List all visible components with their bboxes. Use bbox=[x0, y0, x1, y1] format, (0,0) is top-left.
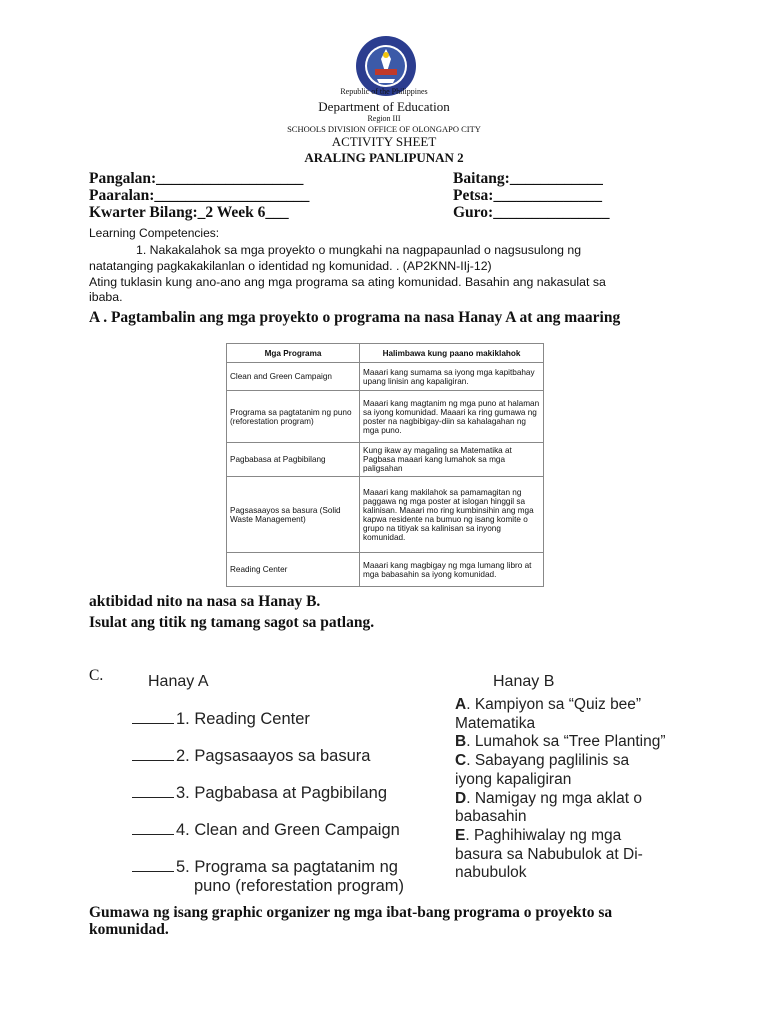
activity-sheet-title: ACTIVITY SHEET bbox=[331, 134, 437, 149]
table-cell: Pagsasaayos sa basura (Solid Waste Management) bbox=[227, 477, 360, 553]
hanay-a-item: 4. Clean and Green Campaign bbox=[132, 820, 400, 840]
table-cell: Clean and Green Campaign bbox=[227, 363, 360, 391]
intro-line-2: ibaba. bbox=[89, 290, 123, 304]
hanay-a-item: 1. Reading Center bbox=[132, 709, 310, 729]
instruction-a: A . Pagtambalin ang mga proyekto o programa na nasa Hanay A at ang maaring bbox=[89, 309, 621, 326]
closing-line-1: Gumawa ng isang graphic organizer ng mga ibat-bang programa o proyekto sa bbox=[89, 904, 613, 921]
hanay-a-title: Hanay A bbox=[148, 673, 209, 690]
hanay-b-item: D. Namigay ng mga aklat o babasahin bbox=[455, 789, 642, 826]
answer-blank[interactable] bbox=[132, 760, 174, 761]
hanay-b-item: A. Kampiyon sa “Quiz bee” Matematika bbox=[455, 696, 642, 732]
paaralan-field: Paaralan:____________________ bbox=[89, 187, 310, 204]
table-cell: Kung ikaw ay magaling sa Matematika at Pagbasa maaari kang lumahok sa mga paligsahan bbox=[360, 443, 544, 477]
hanay-b-item: C. Sabayang paglilinis sa iyong kapaligiran bbox=[455, 752, 630, 788]
hanay-a-item-continuation: puno (reforestation program) bbox=[194, 877, 405, 895]
section-c-label: C. bbox=[89, 667, 104, 684]
hanay-a-item: 3. Pagbabasa at Pagbibilang bbox=[132, 783, 387, 803]
instruction-b-1: aktibidad nito na nasa sa Hanay B. bbox=[89, 593, 321, 610]
instruction-b-2: Isulat ang titik ng tamang sagot sa patlang. bbox=[89, 614, 375, 631]
table-cell: Maaari kang makilahok sa pamamagitan ng paggawa ng mga poster at islogan hinggil sa kalinisan. Maaari mo ring kumbinsihin ang mga kapwa residente na bumuo ng isang komite o grupo na titiyak sa kalinisan sa inyong komunidad. bbox=[360, 477, 544, 553]
competency-line-1: 1. Nakakalahok sa mga proyekto o mungkahi na nagpapaunlad o nagsusulong ng bbox=[136, 243, 582, 257]
answer-blank[interactable] bbox=[132, 797, 174, 798]
table-row bbox=[227, 363, 544, 391]
table-row bbox=[227, 553, 544, 587]
intro-line-1: Ating tuklasin kung ano-ano ang mga programa sa ating komunidad. Basahin ang nakasulat sa bbox=[89, 275, 606, 289]
guro-field: Guro:_______________ bbox=[453, 204, 610, 221]
table-row bbox=[227, 477, 544, 553]
table-cell: Programa sa pagtatanim ng puno (reforestation program) bbox=[227, 391, 360, 443]
table-cell: Maaari kang sumama sa iyong mga kapitbahay upang linisin ang kapaligiran. bbox=[360, 363, 544, 391]
answer-blank[interactable] bbox=[132, 871, 174, 872]
table-cell: Pagbabasa at Pagbibilang bbox=[227, 443, 360, 477]
hanay-a-item: 2. Pagsasaayos sa basura bbox=[132, 746, 370, 766]
kwarter-field: Kwarter Bilang:_2 Week 6___ bbox=[89, 204, 289, 221]
republic-label: Republic of the Philippines bbox=[340, 87, 428, 96]
table-row bbox=[227, 391, 544, 443]
table-header: Halimbawa kung paano makiklahok bbox=[360, 344, 544, 363]
answer-blank[interactable] bbox=[132, 834, 174, 835]
hanay-b-item: B. Lumahok sa “Tree Planting” bbox=[455, 733, 666, 751]
table-cell: Reading Center bbox=[227, 553, 360, 587]
table-cell: Maaari kang magtanim ng mga puno at halaman sa iyong komunidad. Maaari ka ring gumawa ng poster na nagbibigay-diin sa kahalagahan ng mga puno. bbox=[360, 391, 544, 443]
region-label: Region III bbox=[367, 114, 401, 123]
competencies-label: Learning Competencies: bbox=[89, 226, 220, 240]
table-cell: Maaari kang magbigay ng mga lumang libro at mga babasahin sa iyong komunidad. bbox=[360, 553, 544, 587]
division-label: SCHOOLS DIVISION OFFICE OF OLONGAPO CITY bbox=[287, 124, 481, 134]
table-header: Mga Programa bbox=[227, 344, 360, 363]
competency-line-2: natatanging pagkakakilanlan o identidad ng komunidad. . (AP2KNN-IIj-12) bbox=[89, 259, 492, 273]
programs-table bbox=[226, 343, 544, 587]
hanay-b-list bbox=[455, 696, 670, 883]
hanay-b-item: E. Paghihiwalay ng mga basura sa Nabubulok at Di-nabubulok bbox=[455, 826, 643, 882]
subject-title: ARALING PANLIPUNAN 2 bbox=[304, 150, 464, 165]
hanay-b-title: Hanay B bbox=[493, 673, 555, 690]
closing-line-2: komunidad. bbox=[89, 921, 169, 938]
hanay-a-item: 5. Programa sa pagtatanim ng bbox=[132, 857, 398, 877]
petsa-field: Petsa:______________ bbox=[453, 187, 602, 204]
pangalan-field: Pangalan:___________________ bbox=[89, 170, 304, 187]
baitang-field: Baitang:____________ bbox=[453, 170, 603, 187]
answer-blank[interactable] bbox=[132, 723, 174, 724]
table-row bbox=[227, 443, 544, 477]
department-label: Department of Education bbox=[318, 99, 450, 114]
